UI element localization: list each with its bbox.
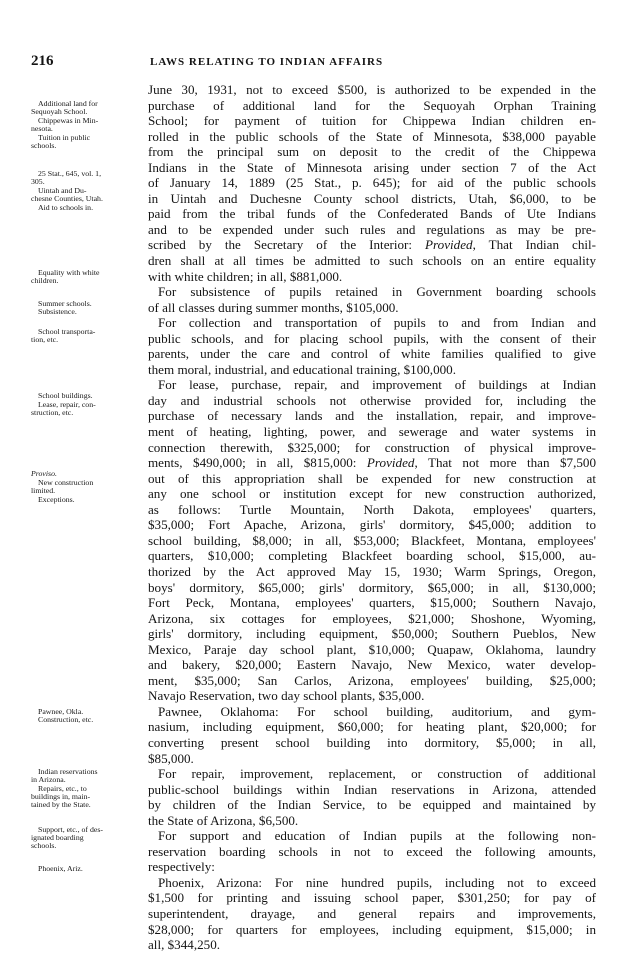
body-line: boys' dormitory, $65,000; girls' dormitory, $65,000; in all, $130,000; bbox=[148, 579, 596, 595]
body-line: and to be expended under such rules and regulations as may be pre- bbox=[148, 221, 596, 237]
sidenote-line: Additional land for bbox=[38, 99, 98, 108]
body-line: girls' dormitory, including equipment, $50,000; Southern Pueblos, New bbox=[148, 626, 596, 642]
body-line: Pawnee, Oklahoma: For school building, auditorium, and gym- bbox=[158, 703, 596, 719]
body-line: ment, $35,000; San Carlos, Arizona, employees' building, $25,000; bbox=[148, 672, 596, 688]
body-line: respectively: bbox=[148, 859, 215, 875]
sidenote-chippewas bbox=[31, 117, 139, 133]
body-line: thorized by the Act approved May 15, 1930; Warm Springs, Oregon, bbox=[148, 563, 596, 579]
sidenote-line: Proviso. bbox=[31, 469, 57, 478]
body-line: $1,500 for printing and issuing school paper, $301,250; for pay of bbox=[148, 890, 596, 906]
sidenote-line: Phoenix, Ariz. bbox=[38, 864, 83, 873]
body-line: Arizona, six cottages for employees, $21,000; Shoshone, Wyoming, bbox=[148, 610, 596, 626]
sidenote-line: Aid to schools in. bbox=[38, 203, 94, 212]
body-line: purchase of additional land for the Sequoyah Orphan Training bbox=[148, 97, 596, 113]
body-line: quarters, $10,000; completing Blackfeet boarding school, $15,000, au- bbox=[148, 548, 596, 564]
sidenote-line: Exceptions. bbox=[38, 495, 75, 504]
sidenote-line: Tuition in public bbox=[38, 133, 91, 142]
sidenote-line: schools. bbox=[31, 141, 57, 151]
sidenote-proviso bbox=[31, 470, 139, 478]
body-line: them moral, industrial, and educational training, $100,000. bbox=[148, 361, 456, 377]
sidenote-line: Chippewas in Min- bbox=[38, 116, 99, 125]
body-line: paid from the tribal funds of the Confederated Bands of Ute Indians bbox=[148, 206, 596, 222]
sidenote-line: School buildings. bbox=[38, 391, 93, 400]
sidenote-line: Sequoyah School. bbox=[31, 107, 88, 117]
provided-italic: Provided bbox=[366, 455, 415, 471]
sidenote-line: Equality with white bbox=[38, 268, 100, 277]
sidenote-line: buildings in, main- bbox=[31, 792, 91, 802]
sidenote-pawnee bbox=[31, 708, 139, 724]
sidenote-tuition bbox=[31, 134, 139, 150]
sidenote-line: School transporta- bbox=[38, 327, 96, 336]
body-line: public schools, and for placing school pupils, with the consent of their bbox=[148, 330, 596, 346]
sidenote-line: ignated boarding bbox=[31, 833, 84, 843]
sidenote-line: New construction bbox=[38, 478, 94, 487]
body-line: $28,000; for quarters for employees, including equipment, $15,000; in bbox=[148, 921, 596, 937]
provided-italic: Provided bbox=[425, 237, 473, 253]
body-line: dren shall at all times be admitted to such schools on an entire equality bbox=[148, 253, 596, 269]
sidenote-support bbox=[31, 826, 139, 851]
body-line: reservation boarding schools in not to exceed the following amounts, bbox=[148, 843, 596, 859]
body-line: School; for payment of tuition for Chippewa Indian children en- bbox=[148, 113, 596, 129]
body-line: converting present school building into dormitory, $5,000; in all, bbox=[148, 734, 596, 750]
sidenote-line: tained by the State. bbox=[31, 800, 91, 810]
sidenote-line: children. bbox=[31, 276, 59, 286]
body-line: connection therewith, $325,000; for construction of physical improve- bbox=[148, 439, 596, 455]
body-line: Mexico, Paraje day school plant, $10,000; Quapaw, Oklahoma, laundry bbox=[148, 641, 596, 657]
body-line: For subsistence of pupils retained in Government boarding schools bbox=[158, 284, 596, 300]
body-line: of all classes during summer months, $105,000. bbox=[148, 299, 399, 315]
body-line: nasium, including equipment, $60,000; for heating plant, $20,000; for bbox=[148, 719, 596, 735]
sidenote-statute-ref bbox=[31, 170, 139, 186]
body-line: Fort Peck, Montana, employees' quarters, $15,000; Southern Navajo, bbox=[148, 595, 596, 611]
body-line-fragment: scribed by the Secretary of the Interior: bbox=[148, 237, 426, 253]
sidenote-line: limited. bbox=[31, 486, 56, 496]
body-line: June 30, 1931, not to exceed $500, is authorized to be expended in the bbox=[148, 82, 596, 97]
sidenote-line: Summer schools. bbox=[38, 299, 92, 308]
body-line: from the principal sum on deposit to the credit of the Chippewa bbox=[148, 144, 596, 160]
sidenote-transportation bbox=[31, 328, 139, 344]
sidenote-exceptions bbox=[31, 496, 139, 504]
body-line: any one school or institution except for new construction authorized, bbox=[148, 486, 596, 502]
sidenote-lease-repair bbox=[31, 401, 139, 417]
sidenote-line: schools. bbox=[31, 841, 57, 851]
sidenote-line: Support, etc., of des- bbox=[38, 825, 103, 834]
running-head: LAWS RELATING TO INDIAN AFFAIRS bbox=[150, 56, 384, 68]
sidenote-sequoyah bbox=[31, 100, 139, 116]
sidenote-new-construction bbox=[31, 479, 139, 495]
sidenote-line: in Arizona. bbox=[31, 775, 66, 785]
body-line: $35,000; Fort Apache, Arizona, girls' dormitory, $45,000; addition to bbox=[148, 517, 596, 533]
body-line: $85,000. bbox=[148, 750, 194, 766]
sidenote-line: tion, etc. bbox=[31, 335, 59, 345]
sidenote-line: Subsistence. bbox=[38, 307, 77, 317]
body-line: superintendent, drayage, and general repairs and improvements, bbox=[148, 905, 596, 921]
body-line: For repair, improvement, replacement, or construction of additional bbox=[158, 766, 596, 782]
body-line: of January 14, 1889 (25 Stat., p. 645); for aid of the public schools bbox=[148, 175, 596, 191]
sidenote-aid-schools bbox=[31, 204, 139, 212]
sidenote-equality bbox=[31, 269, 139, 285]
sidenote-line: Construction, etc. bbox=[38, 715, 94, 725]
sidenote-line: Lease, repair, con- bbox=[38, 400, 96, 409]
body-line: Indians in the State of Minnesota arising under section 7 of the Act bbox=[148, 159, 596, 175]
sidenote-line: struction, etc. bbox=[31, 408, 74, 418]
sidenote-uintah bbox=[31, 187, 139, 203]
body-line: For collection and transportation of pupils to and from Indian and bbox=[158, 315, 596, 331]
body-line: Navajo Reservation, two day school plants, $35,000. bbox=[148, 688, 425, 704]
body-line: and bakery, $20,000; Eastern Navajo, New Mexico, water develop- bbox=[148, 657, 596, 673]
sidenote-phoenix bbox=[31, 865, 139, 873]
sidenote-line: Uintah and Du- bbox=[38, 186, 87, 195]
body-line: purchase of necessary lands and the installation, repair, and improve- bbox=[148, 408, 596, 424]
sidenote-summer-schools bbox=[31, 300, 139, 316]
body-text bbox=[148, 82, 596, 953]
sidenote-line: 305. bbox=[31, 177, 45, 187]
body-line: with white children; in all, $881,000. bbox=[148, 268, 343, 284]
page-number: 216 bbox=[31, 53, 54, 69]
body-line: out of this appropriation shall be expended for new construction at bbox=[148, 470, 596, 486]
body-line-fragment: ments, $490,000; in all, $815,000: bbox=[148, 455, 367, 471]
body-line-proviso bbox=[148, 455, 596, 471]
sidenote-line: Repairs, etc., to bbox=[38, 784, 87, 793]
body-line: in Uintah and Duchesne County school districts, Utah, $6,000, to be bbox=[148, 190, 596, 206]
body-line: For support and education of Indian pupils at the following non- bbox=[158, 828, 596, 844]
body-line: by children of the Indian Service, to be equipped and maintained by bbox=[148, 797, 596, 813]
sidenote-line: Pawnee, Okla. bbox=[38, 707, 84, 716]
body-line-proviso bbox=[148, 237, 596, 253]
body-line: Phoenix, Arizona: For nine hundred pupils, including not to exceed bbox=[158, 874, 596, 890]
body-line-fragment: , That Indian chil- bbox=[472, 237, 596, 253]
body-line: parents, under the care and control of white families qualified to give bbox=[148, 346, 596, 362]
sidenote-arizona-reservations bbox=[31, 768, 139, 784]
sidenote-repairs bbox=[31, 785, 139, 810]
body-line: public-school buildings within Indian reservations in Arizona, attended bbox=[148, 781, 596, 797]
body-line-fragment: , That not more than $7,500 bbox=[414, 455, 596, 471]
body-line: ment of heating, lighting, power, and sewerage and water systems in bbox=[148, 424, 596, 440]
body-line: day and industrial schools not otherwise provided for, including the bbox=[148, 392, 596, 408]
body-line: school building, $8,000; in all, $53,000; Blackfeet, Montana, employees' bbox=[148, 532, 596, 548]
body-line: For lease, purchase, repair, and improvement of buildings at Indian bbox=[158, 377, 596, 393]
body-line: rolled in the public schools of the State of Minnesota, $38,000 payable bbox=[148, 128, 596, 144]
body-line: the State of Arizona, $6,500. bbox=[148, 812, 299, 828]
body-line: all, $344,250. bbox=[148, 937, 221, 953]
sidenote-school-buildings bbox=[31, 392, 139, 400]
body-line: as follows: Turtle Mountain, North Dakota, employees' quarters, bbox=[148, 501, 596, 517]
sidenote-line: chesne Counties, Utah. bbox=[31, 194, 103, 204]
sidenote-line: Indian reservations bbox=[38, 767, 98, 776]
sidenote-line: 25 Stat., 645, vol. 1, bbox=[38, 169, 102, 178]
sidenote-line: nesota. bbox=[31, 124, 53, 134]
